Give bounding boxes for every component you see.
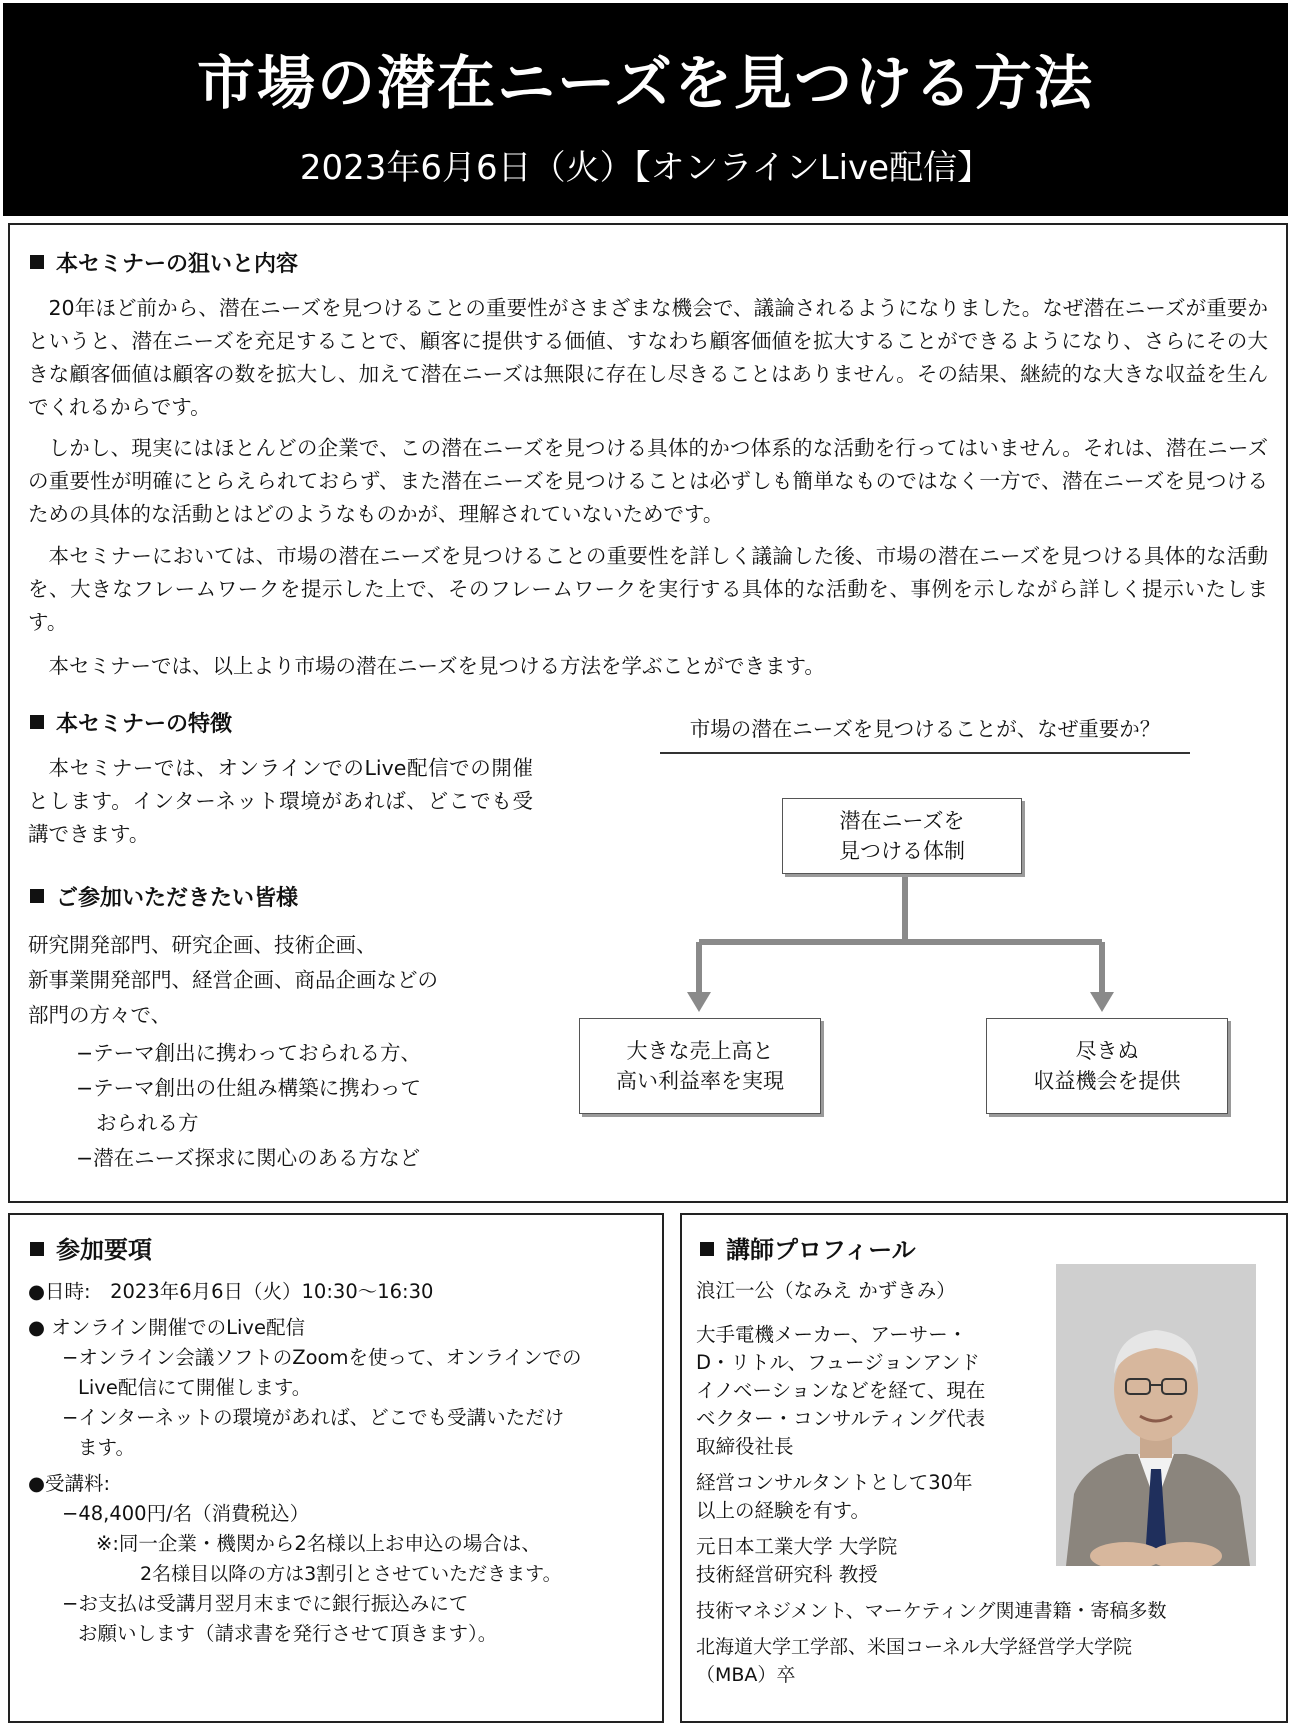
square-bullet-icon [700, 1242, 714, 1256]
aim-paragraph-1: 20年ほど前から、潜在ニーズを見つけることの重要性がさまざまな機会で、議論されるようになりました。なぜ潜在ニーズが重要かというと、潜在ニーズを充足することで、顧客に提供する価値、すなわち顧客価値を拡大することができるようになり、さらにその大きな顧客価値は顧客の数を拡大し、加えて潜在ニーズは無限に存在し尽きることはありません。その結果、継続的な大きな収益を生んでくれるからです。 [28, 296, 1268, 419]
page-title: 市場の潜在ニーズを見つける方法 [196, 49, 1095, 117]
square-bullet-icon [30, 715, 44, 729]
aim-heading: 本セミナーの狙いと内容 [30, 250, 298, 280]
box-needs-system: 潜在ニーズを 見つける体制 [782, 798, 1022, 874]
audience-lines [28, 928, 548, 1033]
details-online-item: ます。 [78, 1436, 135, 1459]
features-heading: 本セミナーの特徴 [30, 710, 232, 740]
profile-name: 浪江一公（なみえ かずきみ） [696, 1279, 956, 1302]
details-payment: お願いします（請求書を発行させて頂きます）。 [78, 1622, 498, 1645]
profile-former: 元日本工業大学 大学院 技術経営研究科 教授 [696, 1535, 898, 1586]
audience-item: −テーマ創出の仕組み構築に携わって [76, 1076, 421, 1100]
square-bullet-icon [30, 1242, 44, 1256]
audience-item: −テーマ創出に携わっておられる方、 [76, 1041, 421, 1065]
portrait-photo-icon [1056, 1264, 1256, 1566]
audience-item: −潜在ニーズ探求に関心のある方など [76, 1146, 421, 1170]
details-online-item: −オンライン会議ソフトのZoomを使って、オンラインでの [62, 1346, 582, 1369]
audience-items [76, 1036, 556, 1176]
details-heading: 参加要項 [30, 1235, 152, 1265]
details-online-item: Live配信にて開催します。 [78, 1376, 312, 1399]
audience-line: 研究開発部門、研究企画、技術企画、 [28, 933, 377, 957]
audience-line: 新事業開発部門、経営企画、商品企画などの [28, 968, 438, 992]
box-opportunity: 尽きぬ 収益機会を提供 [986, 1018, 1228, 1114]
profile-heading: 講師プロフィール [700, 1235, 916, 1265]
details-body [28, 1277, 658, 1649]
arrow-right-head [1090, 992, 1114, 1012]
details-payment: −お支払は受講月翌月末までに銀行振込みにて [62, 1592, 469, 1615]
details-note: ※:同一企業・機関から2名様以上お申込の場合は、 [96, 1532, 541, 1555]
page-subtitle: 2023年6月6日（火）【オンラインLive配信】 [299, 148, 992, 188]
aim-paragraph-4: 本セミナーでは、以上より市場の潜在ニーズを見つける方法を学ぶことができます。 [48, 654, 825, 678]
features-text: 本セミナーでは、オンラインでのLive配信での開催とします。インターネット環境があれば、どこでも受講できます。 [28, 756, 533, 846]
box-revenue: 大きな売上高と 高い利益率を実現 [579, 1018, 821, 1114]
arrow-left-head [687, 992, 711, 1012]
details-fee-label: ●受講料: [28, 1472, 111, 1495]
audience-heading: ご参加いただきたい皆様 [30, 884, 298, 914]
title-banner [3, 3, 1288, 216]
aim-paragraph-2: しかし、現実にはほとんどの企業で、この潜在ニーズを見つける具体的かつ体系的な活動を行ってはいません。それは、潜在ニーズの重要性が明確にとらえられておらず、また潜在ニーズを見つけることは必ずしも簡単なものではなく一方で、潜在ニーズを見つけるための具体的な活動とはどのようなものかが、理解されていないためです。 [28, 436, 1268, 526]
aim-paragraph-3: 本セミナーにおいては、市場の潜在ニーズを見つけることの重要性を詳しく議論した後、市場の潜在ニーズを見つける具体的な活動を、大きなフレームワークを提示した上で、そのフレームワークを実行する具体的な活動を、事例を示しながら詳しく提示いたします。 [28, 544, 1268, 634]
profile-education: 北海道大学工学部、米国コーネル大学経営学大学院 （MBA）卒 [696, 1636, 1133, 1686]
profile-experience: 経営コンサルタントとして30年 以上の経験を有す。 [696, 1471, 973, 1522]
details-fee: −48,400円/名（消費税込） [62, 1502, 310, 1525]
details-note: 2名様目以降の方は3割引とさせていただきます。 [140, 1563, 562, 1585]
details-online: ● オンライン開催でのLive配信 [28, 1316, 305, 1339]
profile-books: 技術マネジメント、マーケティング関連書籍・寄稿多数 [696, 1600, 1167, 1622]
square-bullet-icon [30, 889, 44, 903]
details-online-item: −インターネットの環境があれば、どこでも受講いただけ [62, 1406, 565, 1429]
importance-diagram [575, 712, 1225, 1132]
square-bullet-icon [30, 255, 44, 269]
profile-career: 大手電機メーカー、アーサー・ D・リトル、フュージョンアンド イノベーションなどを経て、現在 ベクター・コンサルティング代表 取締役社長 [696, 1323, 986, 1458]
audience-line: 部門の方々で、 [28, 1003, 172, 1027]
audience-item: おられる方 [96, 1111, 199, 1135]
details-date: ●日時: 2023年6月6日（火）10:30〜16:30 [28, 1280, 434, 1303]
diagram-title: 市場の潜在ニーズを見つけることが、なぜ重要か？ [660, 712, 1190, 754]
instructor-photo [1056, 1264, 1256, 1566]
